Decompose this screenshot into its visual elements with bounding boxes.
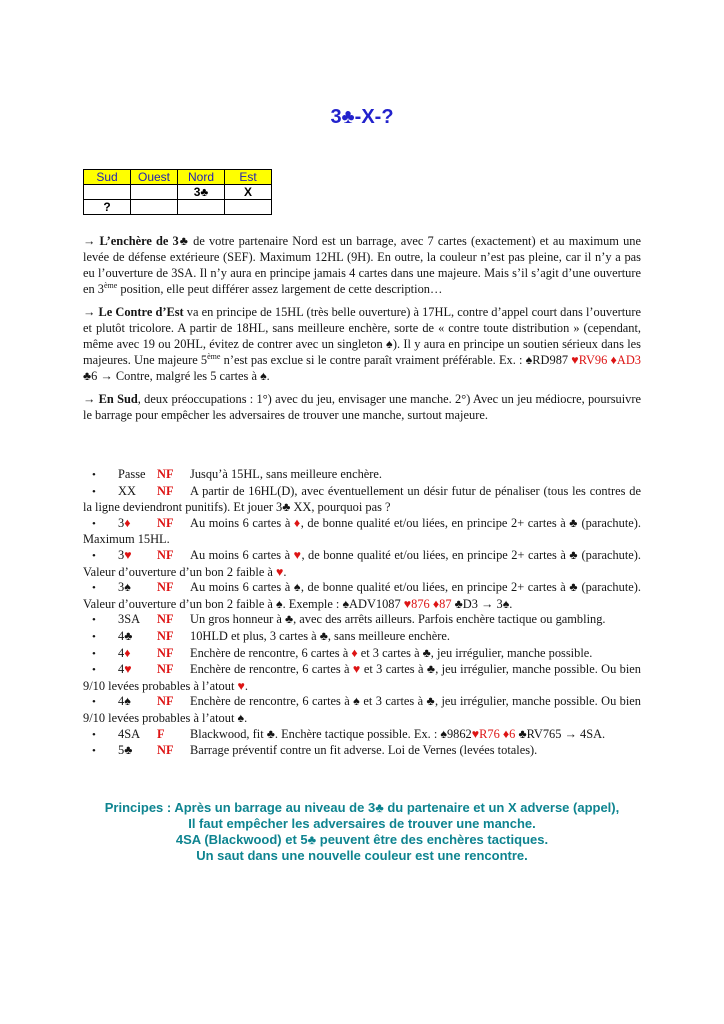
bullet-icon: • xyxy=(92,728,96,741)
text-segment: Au moins 6 cartes à xyxy=(190,515,294,530)
text-segment: Un gros honneur à ♣, avec des arrêts ailleurs. Parfois enchère tactique ou gambling. xyxy=(190,612,606,627)
text-segment: 3 xyxy=(118,515,125,530)
bid-item xyxy=(83,548,641,580)
text-segment: Passe xyxy=(118,467,146,481)
suit-highlight: ♦ xyxy=(124,645,131,660)
bid-label xyxy=(118,629,157,645)
bullet-icon: • xyxy=(92,745,96,758)
table-cell xyxy=(131,200,178,215)
bullet-icon: • xyxy=(92,647,96,660)
bid-label xyxy=(118,662,157,678)
suit-highlight: ♥RV96 ♦AD3 xyxy=(571,353,642,367)
bullet-icon: • xyxy=(92,469,96,481)
table-cell: 3♣ xyxy=(178,185,225,200)
text-segment: XX xyxy=(118,483,136,498)
text-segment: ème xyxy=(104,280,118,290)
text-segment: 4SA xyxy=(118,726,141,741)
bullet-icon: • xyxy=(92,614,96,627)
bid-item xyxy=(83,743,641,760)
bid-label xyxy=(118,516,157,532)
page-title: 3♣-X-? xyxy=(330,106,394,128)
paragraph xyxy=(83,391,641,423)
text-segment: . xyxy=(244,678,248,693)
bid-item xyxy=(83,629,641,646)
text-segment: 3SA xyxy=(118,612,141,627)
bid-item xyxy=(83,694,641,726)
forcing-flag: F xyxy=(157,726,165,741)
text-segment: → xyxy=(83,305,99,319)
text-segment: n’est pas exclue si le contre paraît vraiment préférable. Ex. : ♠RD987 xyxy=(220,353,572,367)
text-segment: → xyxy=(83,234,100,248)
text-segment: . xyxy=(283,564,287,579)
text-segment: Blackwood, fit ♣. Enchère tactique possible. Ex. : ♠9862 xyxy=(190,726,472,741)
bid-item xyxy=(83,646,641,663)
footer-principles xyxy=(0,800,724,864)
forcing-flag: NF xyxy=(157,743,174,758)
bid-label xyxy=(118,467,157,483)
bid-item xyxy=(83,662,641,694)
bullet-icon: • xyxy=(92,582,96,595)
text-segment: Enchère de rencontre, 6 cartes à xyxy=(190,645,352,660)
suit-highlight: ♥ xyxy=(276,564,284,579)
forcing-flag: NF xyxy=(157,645,174,660)
footer-line: Principes : Après un barrage au niveau de 3♣ du partenaire et un X adverse (appel), xyxy=(104,799,620,815)
bid-item xyxy=(83,484,641,516)
text-segment: En Sud xyxy=(98,392,138,406)
text-segment: et 3 cartes à ♣, jeu irrégulier, manche possible. Ou bien 9/10 levées probables à l’atout xyxy=(83,662,642,693)
table-header-cell: Ouest xyxy=(131,170,178,185)
bid-label xyxy=(118,646,157,662)
bid-label xyxy=(118,484,157,500)
text-segment: Le Contre d’Est xyxy=(98,305,184,319)
suit-highlight: ♦ xyxy=(293,515,301,530)
table-row xyxy=(84,185,272,200)
text-segment: 3 xyxy=(118,547,125,562)
bid-item xyxy=(83,727,641,744)
bullet-icon: • xyxy=(92,517,96,530)
text-segment: va en principe de 15HL (très belle ouverture) à 17HL, contre d’appel court dans l’ouverture et plutôt tricolore. A partir de 18HL, sans meilleure enchère, sorte de « contre toute distribution » (cependant, même avec 19 ou 20HL, évitez de contrer avec un singleton ♠). Il y aura en principe un soutien sérieux dans les majeures. Une majeure 5 xyxy=(83,305,642,367)
forcing-flag: NF xyxy=(157,483,174,498)
text-segment: L’enchère de 3♣ xyxy=(99,234,189,248)
text-segment: 3♠ xyxy=(118,580,131,595)
text-segment: et 3 cartes à ♣, jeu irrégulier, manche possible. xyxy=(357,645,593,660)
suit-highlight: ♥R76 ♦6 xyxy=(471,726,516,741)
table-header-cell: Sud xyxy=(84,170,131,185)
text-segment: de votre partenaire Nord est un barrage, avec 7 cartes (exactement) et au maximum une levée de défense extérieure (SEF). Maximum 12HL (9H). En outre, la couleur n’est pas pleine, car il n’y a pas eu l’ouverture de 3SA. Il n’y aura en principe jamais 4 cartes dans une majeure. Mais s’il s’agit d’une ouverture en 3 xyxy=(83,234,641,296)
forcing-flag: NF xyxy=(157,694,174,709)
bid-item xyxy=(83,467,641,484)
text-segment: ♣RV765 → 4SA. xyxy=(515,726,606,741)
text-segment: Jusqu’à 15HL, sans meilleure enchère. xyxy=(190,467,382,481)
footer-line: 4SA (Blackwood) et 5♣ peuvent être des enchères tactiques. xyxy=(175,831,549,847)
text-segment: Barrage préventif contre un fit adverse. Loi de Vernes (levées totales). xyxy=(190,743,538,758)
forcing-flag: NF xyxy=(157,580,174,595)
paragraph xyxy=(83,304,641,384)
text-segment: ♣6 → Contre, malgré les 5 cartes à ♠. xyxy=(83,369,270,383)
table-row xyxy=(84,200,272,215)
text-segment: 10HLD et plus, 3 cartes à ♣, sans meilleure enchère. xyxy=(190,628,450,643)
table-cell xyxy=(178,200,225,215)
text-segment: ♣D3 → 3♠. xyxy=(451,596,513,611)
text-segment: 4 xyxy=(118,662,125,677)
table-cell xyxy=(131,185,178,200)
table-cell: X xyxy=(225,185,272,200)
forcing-flag: NF xyxy=(157,547,174,562)
suit-highlight: ♥ xyxy=(352,662,361,677)
forcing-flag: NF xyxy=(157,612,174,627)
footer-line: Il faut empêcher les adversaires de trouver une manche. xyxy=(188,815,536,831)
text-segment: Au moins 6 cartes à xyxy=(190,547,294,562)
bullet-icon: • xyxy=(92,664,96,677)
text-segment: 5♣ xyxy=(118,743,133,758)
forcing-flag: NF xyxy=(157,467,174,481)
suit-highlight: ♥ xyxy=(124,662,132,677)
text-segment: , deux préoccupations : 1°) avec du jeu, envisager une manche. 2°) Avec un jeu médiocre, poursuivre le barrage pour empêcher les adversaires de trouver une manche, surtout majeure. xyxy=(83,392,641,422)
text-segment: A partir de 16HL(D), avec éventuellement un désir futur de pénaliser (tous les contres de la ligne deviendront punitifs). Et jouer 3♣ XX, pourquoi pas ? xyxy=(83,483,641,515)
bid-item xyxy=(83,516,641,548)
suit-highlight: ♥ xyxy=(124,547,132,562)
bid-item xyxy=(83,612,641,629)
bid-label xyxy=(118,548,157,564)
bidding-table xyxy=(83,169,272,215)
bullet-icon: • xyxy=(92,696,96,709)
text-segment: → xyxy=(83,392,99,406)
bid-list xyxy=(83,467,641,760)
bid-label xyxy=(118,612,157,628)
suit-highlight: ♦ xyxy=(351,645,358,660)
bid-label xyxy=(118,743,157,759)
table-header-cell: Est xyxy=(225,170,272,185)
text-segment: , de bonne qualité et/ou liées, en principe 2+ cartes à ♣ (parachute). Maximum 15HL. xyxy=(83,515,641,547)
bid-label xyxy=(118,580,157,596)
suit-highlight: ♥876 ♦87 xyxy=(403,596,452,611)
text-segment: 4♣ xyxy=(118,628,133,643)
bullet-icon: • xyxy=(92,485,96,498)
bullet-icon: • xyxy=(92,549,96,562)
forcing-flag: NF xyxy=(157,662,174,677)
text-segment: ème xyxy=(207,351,221,361)
table-cell xyxy=(84,185,131,200)
suit-highlight: ♥ xyxy=(293,547,302,562)
text-segment: Enchère de rencontre, 6 cartes à xyxy=(190,662,353,677)
text-segment: 4 xyxy=(118,645,125,660)
text-segment: Enchère de rencontre, 6 cartes à ♠ et 3 cartes à ♣, jeu irrégulier, manche possible. Ou bien 9/10 levées probables à l’atout ♠. xyxy=(83,694,641,725)
suit-highlight: ♥ xyxy=(237,678,245,693)
table-header-cell: Nord xyxy=(178,170,225,185)
text-segment: Au moins 6 cartes à ♠, de bonne qualité et/ou liées, en principe 2+ cartes à ♣ (parachute). Valeur d’ouverture d’un bon 2 faible à ♠. Exemple : ♠ADV1087 xyxy=(83,580,641,611)
text-segment: position, elle peut différer assez largement de cette description… xyxy=(117,282,443,296)
forcing-flag: NF xyxy=(157,515,174,530)
text-segment: , de bonne qualité et/ou liées, en principe 2+ cartes à ♣ (parachute). Valeur d’ouverture d’un bon 2 faible à xyxy=(83,547,642,579)
table-header-row xyxy=(84,170,272,185)
bid-label xyxy=(118,727,157,743)
forcing-flag: NF xyxy=(157,628,174,643)
bullet-icon: • xyxy=(92,630,96,643)
bid-label xyxy=(118,694,157,710)
text-segment: 4♠ xyxy=(118,694,131,709)
table-cell xyxy=(225,200,272,215)
bid-item xyxy=(83,580,641,612)
paragraphs xyxy=(83,233,641,423)
table-cell: ? xyxy=(84,200,131,215)
paragraph xyxy=(83,233,641,297)
footer-line: Un saut dans une nouvelle couleur est une rencontre. xyxy=(196,847,528,863)
suit-highlight: ♦ xyxy=(124,515,131,530)
